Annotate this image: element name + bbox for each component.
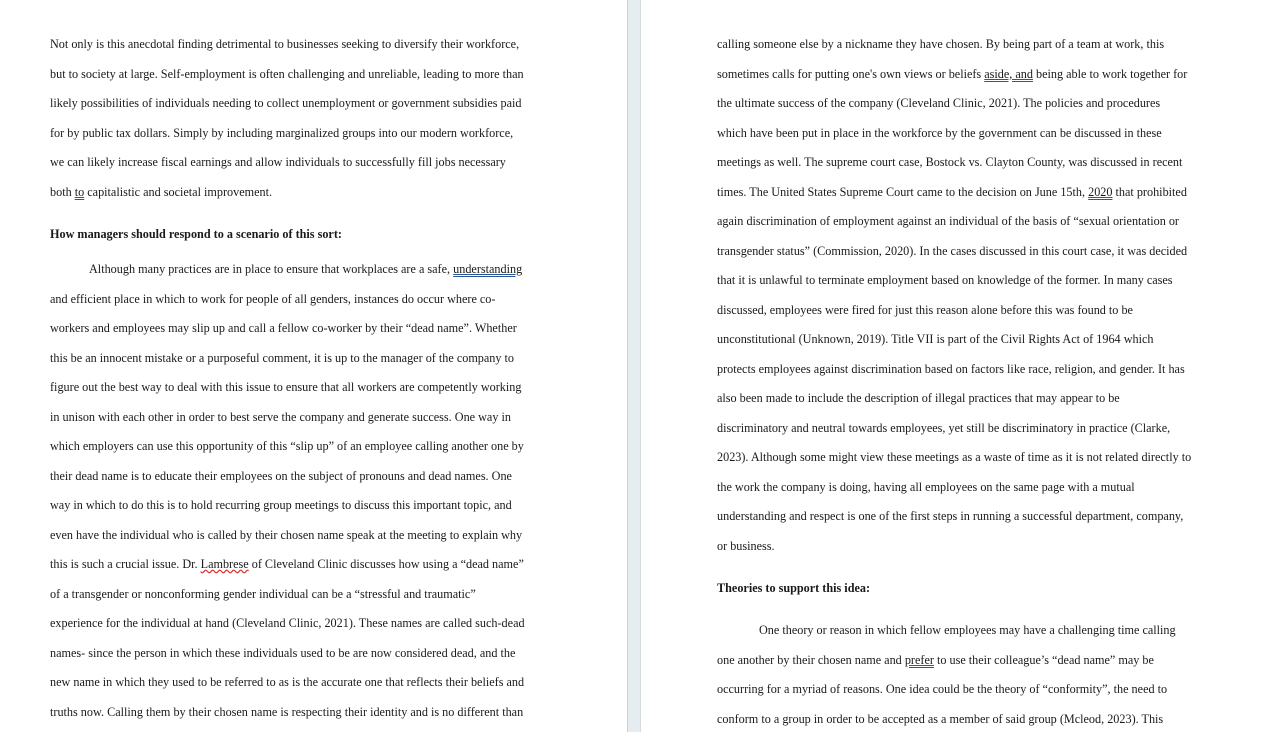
- section-heading: How managers should respond to a scenario of this sort:: [50, 227, 342, 241]
- document-page-right[interactable]: [641, 0, 1267, 732]
- spelling-flag[interactable]: Lambrese: [200, 557, 249, 571]
- section-heading: Theories to support this idea:: [717, 581, 871, 595]
- text-line: figure out the best way to deal with this issue to ensure that all workers are competently working: [50, 380, 522, 394]
- text-line: one another by their chosen name and prefer to use their colleague’s “dead name” may be: [717, 653, 1154, 667]
- text-line: that it is unlawful to terminate employment based on knowledge of the former. In many cases: [717, 273, 1173, 287]
- text-line: in unison with each other in order to best serve the company and generate success. One way in: [50, 410, 511, 424]
- text-line: protects employees against discrimination based on factors like race, religion, and gender. It has: [717, 362, 1185, 376]
- page-gutter: [627, 0, 641, 732]
- text-line: conform to a group in order to be accepted as a member of said group (Mcleod, 2023). This: [717, 712, 1164, 726]
- text-line: names- since the person in which these individuals used to be are now considered dead, and the: [50, 646, 516, 660]
- text-line: discriminatory and neutral towards employees, yet still be discriminatory in practice (Clarke,: [717, 421, 1171, 435]
- text-line: also been made to include the description of illegal practices that may appear to be: [717, 391, 1120, 405]
- grammar-flag[interactable]: understanding: [453, 262, 523, 276]
- text-line: but to society at large. Self-employment is often challenging and unreliable, leading to more than: [50, 67, 524, 81]
- text-line: calling someone else by a nickname they have chosen. By being part of a team at work, this: [717, 37, 1165, 51]
- text-line: which employers can use this opportunity of this “slip up” of an employee calling another one by: [50, 439, 524, 453]
- grammar-flag[interactable]: aside, and: [984, 67, 1033, 81]
- document-page-left[interactable]: [0, 0, 627, 732]
- text-line: times. The United States Supreme Court came to the decision on June 15th, 2020 that prohibited: [717, 185, 1187, 199]
- grammar-flag[interactable]: to: [74, 185, 85, 199]
- text-line: meetings as well. The supreme court case, Bostock vs. Clayton County, was discussed in recent: [717, 155, 1183, 169]
- text-line: 2023). Although some might view these meetings as a waste of time as it is not related directly to: [717, 450, 1192, 464]
- text-line: both to capitalistic and societal improvement.: [50, 185, 273, 199]
- grammar-flag[interactable]: 2020: [1088, 185, 1113, 199]
- text-line: transgender status” (Commission, 2020). In the cases discussed in this court case, it was decided: [717, 244, 1188, 258]
- text-line: One theory or reason in which fellow employees may have a challenging time calling: [759, 623, 1176, 637]
- text-line: new name in which they used to be referred to as is the accurate one that reflects their beliefs and: [50, 675, 525, 689]
- text-line: or business.: [717, 539, 775, 553]
- text-line: Not only is this anecdotal finding detrimental to businesses seeking to diversify their workforce,: [50, 37, 520, 51]
- text-line: of a transgender or nonconforming gender individual can be a “stressful and traumatic”: [50, 587, 476, 601]
- text-line: occurring for a myriad of reasons. One idea could be the theory of “conformity”, the need to: [717, 682, 1168, 696]
- text-line: their dead name is to educate their employees on the subject of pronouns and dead names. One: [50, 469, 512, 483]
- text-line: likely possibilities of individuals needing to collect unemployment or government subsidies paid: [50, 96, 522, 110]
- text-line: which have been put in place in the workforce by the government can be discussed in these: [717, 126, 1162, 140]
- text-line: workers and employees may slip up and call a fellow co-worker by their “dead name”. Whether: [50, 321, 517, 335]
- text-line: for by public tax dollars. Simply by including marginalized groups into our modern workforce,: [50, 126, 514, 140]
- text-line: we can likely increase fiscal earnings and allow individuals to successfully fill jobs necessary: [50, 155, 506, 169]
- text-line: unconstitutional (Unknown, 2019). Title VII is part of the Civil Rights Act of 1964 which: [717, 332, 1154, 346]
- text-line: sometimes calls for putting one's own views or beliefs aside, and being able to work together for: [717, 67, 1188, 81]
- text-line: this is such a crucial issue. Dr. Lambrese of Cleveland Clinic discusses how using a “dead name”: [50, 557, 524, 571]
- text-line: experience for the individual at hand (Cleveland Clinic, 2021). These names are called such-dead: [50, 616, 525, 630]
- text-line: this be an innocent mistake or a purposeful comment, it is up to the manager of the company to: [50, 351, 515, 365]
- text-line: again discrimination of employment against an individual of the basis of “sexual orientation or: [717, 214, 1179, 228]
- text-line: understanding and respect is one of the first steps in running a successful department, company,: [717, 509, 1184, 523]
- text-line: the ultimate success of the company (Cleveland Clinic, 2021). The policies and procedures: [717, 96, 1161, 110]
- text-line: discussed, employees were fired for just this reason alone before this was found to be: [717, 303, 1133, 317]
- grammar-flag[interactable]: prefer: [904, 653, 934, 667]
- text-line: even have the individual who is called by their chosen name speak at the meeting to explain why: [50, 528, 523, 542]
- text-line: way in which to do this is to hold recurring group meetings to discuss this important topic, and: [50, 498, 512, 512]
- text-line: and efficient place in which to work for people of all genders, instances do occur where co-: [50, 292, 496, 306]
- text-line: the work the company is doing, having all employees on the same page with a mutual: [717, 480, 1135, 494]
- text-line: truths now. Calling them by their chosen name is respecting their identity and is no different than: [50, 705, 524, 719]
- text-line: Although many practices are in place to ensure that workplaces are a safe, understanding: [89, 262, 523, 276]
